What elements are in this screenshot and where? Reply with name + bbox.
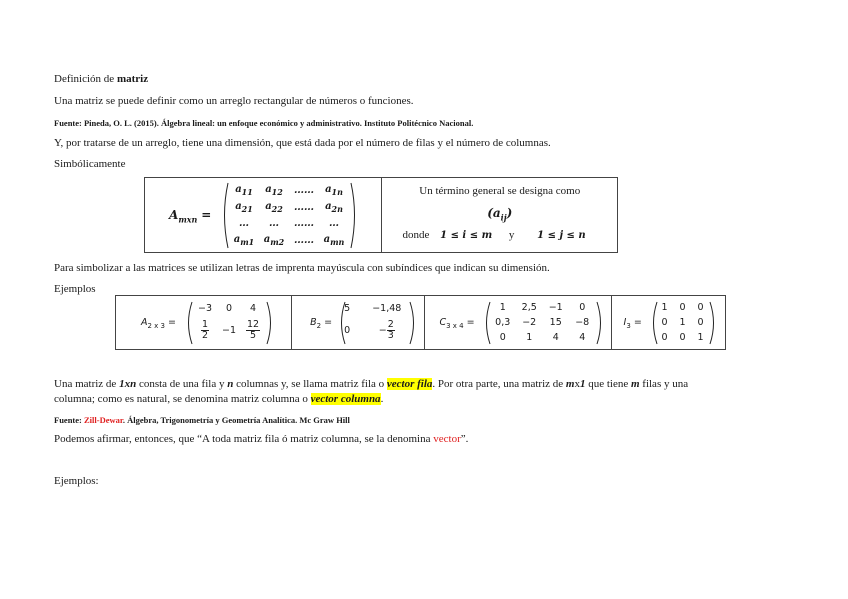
- matrix-entry: 0: [697, 302, 704, 314]
- matrix-entry: −2: [522, 316, 537, 328]
- source-author-red: Zill-Dewar: [83, 415, 123, 425]
- text-run: columnas y, se llama matriz fila o: [233, 378, 387, 390]
- term-open: (a: [487, 205, 501, 220]
- entry-base: a: [235, 184, 242, 196]
- text-run: Fuente:: [54, 415, 84, 425]
- symbolic-label: Simbólicamente: [54, 158, 126, 170]
- entry-base: a: [323, 233, 331, 245]
- example-b-name: B: [310, 316, 317, 328]
- example-c-name: C: [439, 316, 447, 328]
- general-matrix-entry: [319, 184, 349, 197]
- text-run: m: [565, 378, 575, 390]
- general-matrix-entry: [289, 218, 319, 229]
- entry-base: ……: [294, 201, 314, 213]
- examples-table: [115, 295, 726, 350]
- general-matrix-entry: [319, 201, 349, 214]
- paragraph-vector-definition: [54, 432, 468, 446]
- highlight-vector-columna: vector columna: [310, 393, 381, 405]
- example-c-cell: [425, 296, 611, 350]
- general-term-cell: [382, 178, 618, 253]
- text-run: 1xn: [119, 378, 137, 390]
- general-matrix-lhs: $A_{mxn}$ =: [169, 207, 212, 224]
- matrix-entry: 1: [697, 331, 704, 343]
- and-label: y: [508, 228, 515, 241]
- general-term-symbol: [382, 206, 617, 222]
- text-run: m: [630, 378, 640, 390]
- general-matrix-entry: [229, 201, 259, 214]
- matrix-name-a: A: [169, 207, 179, 222]
- example-a-entries: [193, 301, 265, 345]
- entry-base: …: [269, 218, 279, 230]
- text-run: . Álgebra, Trigonometría y Geometría Analítica. Mc Graw Hill: [122, 415, 350, 425]
- source-zill: [54, 413, 350, 427]
- condition-j: 1 ≤ j ≤ n: [537, 229, 586, 241]
- fraction-entry: [387, 320, 395, 341]
- matrix-entry: 0: [661, 331, 668, 343]
- left-paren-icon: [221, 182, 229, 249]
- matrix-entry: −8: [575, 316, 590, 328]
- text-run: filas y una: [639, 378, 689, 390]
- example-c-entries: [489, 301, 595, 345]
- example-c-sub: 3 x 4: [446, 321, 464, 330]
- left-paren-icon: [185, 301, 193, 345]
- entry-base: a: [235, 200, 242, 212]
- general-matrix-entry: [289, 185, 319, 196]
- matrix-entry: 4: [552, 331, 559, 343]
- fraction-entry: [193, 320, 217, 341]
- example-i-name: I: [623, 316, 627, 328]
- matrix-entry: 4: [249, 303, 257, 315]
- paragraph-vectors-line2: [54, 392, 383, 406]
- general-matrix-entry: [289, 202, 319, 213]
- general-matrix-entry: [229, 234, 259, 247]
- general-matrix-entry: [259, 218, 289, 229]
- general-matrix-cell: [145, 178, 382, 253]
- general-matrix-entry: [229, 184, 259, 197]
- general-matrix-table: [144, 177, 618, 253]
- matrix-entry: −3: [197, 303, 212, 315]
- matrix-entry: 5: [344, 303, 351, 315]
- matrix-dimension-sub: mxn: [178, 213, 198, 224]
- general-matrix-entry: [259, 234, 289, 247]
- fraction-numerator: 12: [246, 319, 260, 331]
- general-matrix-entry: [289, 235, 319, 246]
- example-i-sub: 3: [626, 321, 631, 330]
- paragraph-definition: Una matriz se puede definir como un arreglo rectangular de números o funciones.: [54, 95, 414, 107]
- example-a-name: A: [141, 316, 148, 328]
- paragraph-vectors: [54, 377, 688, 391]
- text-run: que tiene: [585, 378, 631, 390]
- matrix-entry: 1: [679, 316, 686, 328]
- entry-base: ……: [294, 185, 314, 197]
- entry-base: ……: [294, 218, 314, 230]
- entry-subscript: 21: [241, 203, 253, 214]
- heading-prefix: Definición de: [54, 73, 117, 85]
- text-run: .: [380, 393, 384, 405]
- example-i-entries: [656, 301, 710, 345]
- entry-subscript: 2n: [331, 203, 343, 214]
- right-paren-icon: [350, 182, 358, 249]
- entry-subscript: m2: [270, 236, 285, 247]
- entry-base: a: [263, 233, 271, 245]
- matrix-entry: 0: [679, 302, 686, 314]
- matrix-entry: −1: [548, 302, 563, 314]
- entry-base: …: [329, 218, 339, 230]
- entry-subscript: 22: [271, 203, 283, 214]
- matrix-entry: 0: [679, 331, 686, 343]
- text-run: Una matriz de: [54, 378, 120, 390]
- entry-subscript: m1: [240, 236, 255, 247]
- fraction-denominator: 3: [387, 330, 394, 342]
- text-run: columna; como es natural, se denomina matriz columna o: [54, 393, 311, 405]
- minus-sign: −: [378, 325, 387, 337]
- condition-i: 1 ≤ i ≤ m: [440, 229, 493, 241]
- example-b-entries: [344, 301, 408, 345]
- entry-subscript: 11: [241, 187, 253, 198]
- heading-bold: matriz: [116, 73, 149, 85]
- right-paren-icon: [596, 301, 604, 345]
- text-run: ”.: [460, 433, 469, 445]
- entry-base: a: [265, 200, 272, 212]
- term-close: ): [506, 205, 513, 220]
- highlight-vector-fila: vector fila: [386, 378, 433, 390]
- example-i-cell: [611, 296, 725, 350]
- matrix-entry: 0: [344, 325, 351, 337]
- source-pineda: Fuente: Pineda, O. L. (2015). Álgebra lineal: un enfoque económico y administrativo. Instituto Politécnico Nacional.: [54, 118, 474, 128]
- matrix-entry: −1,48: [372, 303, 402, 315]
- example-b-cell: [292, 296, 425, 350]
- entry-base: …: [239, 218, 249, 230]
- right-paren-icon: [409, 301, 417, 345]
- entry-base: ……: [294, 234, 314, 246]
- entry-base: a: [265, 184, 272, 196]
- entry-subscript: 12: [271, 187, 283, 198]
- example-b-sub: 2: [316, 321, 322, 330]
- general-matrix-entry: [319, 218, 349, 229]
- negative-fraction-entry: [365, 320, 408, 341]
- fraction-numerator: 2: [387, 319, 394, 331]
- general-matrix-entry: [259, 201, 289, 214]
- general-term-title: Un término general se designa como: [419, 184, 581, 197]
- equals-sign: =: [633, 316, 642, 328]
- entry-base: a: [233, 233, 241, 245]
- matrix-entry: 1: [499, 302, 506, 314]
- definition-heading: [54, 72, 148, 86]
- matrix-entry: 2,5: [521, 302, 537, 314]
- examples2-label: Ejemplos:: [54, 475, 99, 487]
- matrix-entry: 0: [661, 316, 668, 328]
- entry-subscript: 1n: [331, 187, 343, 198]
- example-b-label: [310, 317, 332, 330]
- example-c-label: [439, 317, 474, 330]
- general-matrix-entry: [319, 234, 349, 247]
- example-a-sub: 2 x 3: [147, 321, 165, 330]
- paragraph-notation: Para simbolizar a las matrices se utilizan letras de imprenta mayúscula con subíndices que indican su dimensión.: [54, 262, 550, 274]
- text-run: . Por otra parte, una matriz de: [432, 378, 566, 390]
- entry-base: a: [325, 200, 332, 212]
- example-i-label: [624, 317, 642, 330]
- matrix-entry: 4: [579, 331, 586, 343]
- fraction-denominator: 5: [249, 330, 257, 342]
- matrix-entry: 0: [499, 331, 506, 343]
- equals-sign: =: [168, 316, 176, 328]
- matrix-entry: 0: [579, 302, 586, 314]
- general-matrix-entries: [229, 183, 349, 249]
- matrix-entry: 0,3: [495, 316, 511, 328]
- where-label: donde: [402, 228, 430, 241]
- right-paren-icon: [709, 301, 717, 345]
- general-term-conditions: [402, 229, 585, 241]
- matrix-entry: −1: [221, 325, 236, 337]
- matrix-entry: 0: [697, 316, 704, 328]
- text-run: Podemos afirmar, entonces, que “A toda matriz fila ó matriz columna, se la denomina: [54, 433, 434, 445]
- example-a-label: [141, 317, 176, 330]
- entry-subscript: mn: [330, 236, 345, 247]
- entry-base: a: [325, 184, 332, 196]
- matrix-entry: 0: [225, 303, 233, 315]
- text-run: 1: [579, 378, 586, 390]
- text-run: consta de una fila y: [136, 378, 228, 390]
- fraction-entry: [241, 320, 265, 341]
- fraction-numerator: 1: [201, 319, 209, 331]
- term-sub: ij: [500, 211, 507, 222]
- general-matrix-entry: [259, 184, 289, 197]
- matrix-entry: 1: [526, 331, 533, 343]
- text-run: n: [227, 378, 234, 390]
- matrix-entry: 1: [661, 302, 668, 314]
- equals-sign: =: [324, 316, 333, 328]
- paragraph-dimension: Y, por tratarse de un arreglo, tiene una dimensión, que está dada por el número de filas y el número de columnas.: [54, 137, 551, 149]
- matrix-entry: 15: [549, 316, 562, 328]
- examples-label: Ejemplos: [54, 283, 96, 295]
- fraction-denominator: 2: [201, 330, 209, 342]
- right-paren-icon: [266, 301, 274, 345]
- text-run: x: [574, 378, 580, 390]
- vector-word-red: vector: [433, 433, 461, 445]
- general-matrix-entry: [229, 218, 259, 229]
- example-a-cell: [116, 296, 292, 350]
- equals-sign: =: [466, 316, 475, 328]
